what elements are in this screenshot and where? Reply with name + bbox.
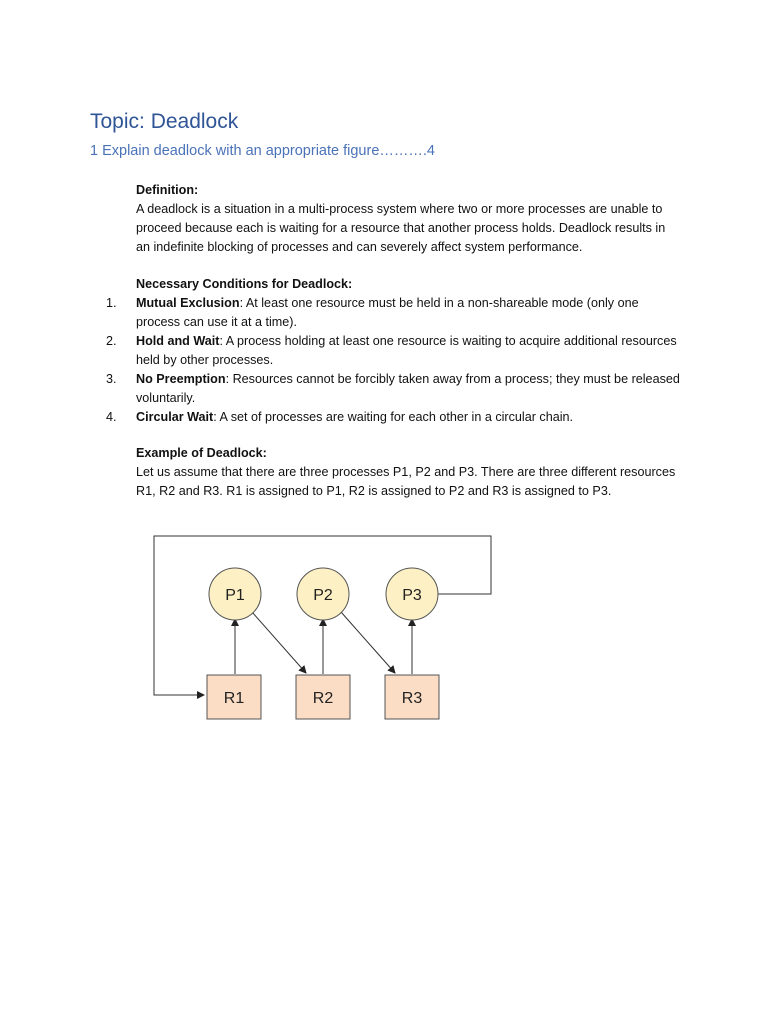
- definition-line: proceed because each is waiting for a resource that another process holds. Deadlock results in: [136, 221, 666, 235]
- process-label: P2: [313, 587, 333, 604]
- condition-text: : A set of processes are waiting for each other in a circular chain.: [213, 410, 574, 424]
- condition-text: voluntarily.: [136, 391, 196, 405]
- condition-term: Hold and Wait: [136, 334, 220, 348]
- condition-number: 3.: [106, 372, 117, 386]
- definition-line: an indefinite blocking of processes and can severely affect system performance.: [136, 240, 583, 254]
- condition-term: Circular Wait: [136, 410, 214, 424]
- condition-text: : At least one resource must be held in a non-shareable mode (only one: [239, 296, 639, 310]
- request-edge-p1-r2: [252, 612, 306, 673]
- condition-term: Mutual Exclusion: [136, 296, 240, 310]
- resource-label: R1: [223, 690, 245, 707]
- example-line: R1, R2 and R3. R1 is assigned to P1, R2 is assigned to P2 and R3 is assigned to P3.: [136, 484, 612, 498]
- condition-text: : A process holding at least one resource is waiting to acquire additional resources: [219, 334, 677, 348]
- topic-title: Topic: Deadlock: [90, 110, 239, 133]
- condition-text: held by other processes.: [136, 353, 274, 367]
- definition-line: A deadlock is a situation in a multi-process system where two or more processes are unable to: [136, 202, 663, 216]
- question-text: 1 Explain deadlock with an appropriate figure……….4: [90, 143, 435, 159]
- condition-number: 2.: [106, 334, 117, 348]
- condition-text: process can use it at a time).: [136, 315, 297, 329]
- conditions-heading: Necessary Conditions for Deadlock:: [136, 277, 353, 291]
- resource-label: R3: [401, 690, 423, 707]
- condition-number: 1.: [106, 296, 117, 310]
- process-label: P3: [402, 587, 422, 604]
- definition-heading: Definition:: [136, 183, 199, 197]
- example-heading: Example of Deadlock:: [136, 446, 267, 460]
- condition-text: : Resources cannot be forcibly taken away from a process; they must be released: [225, 372, 680, 386]
- request-edge-p2-r3: [341, 612, 395, 673]
- condition-number: 4.: [106, 410, 117, 424]
- resource-label: R2: [312, 690, 334, 707]
- condition-term: No Preemption: [136, 372, 226, 386]
- example-line: Let us assume that there are three processes P1, P2 and P3. There are three different resources: [136, 465, 676, 479]
- process-label: P1: [225, 587, 245, 604]
